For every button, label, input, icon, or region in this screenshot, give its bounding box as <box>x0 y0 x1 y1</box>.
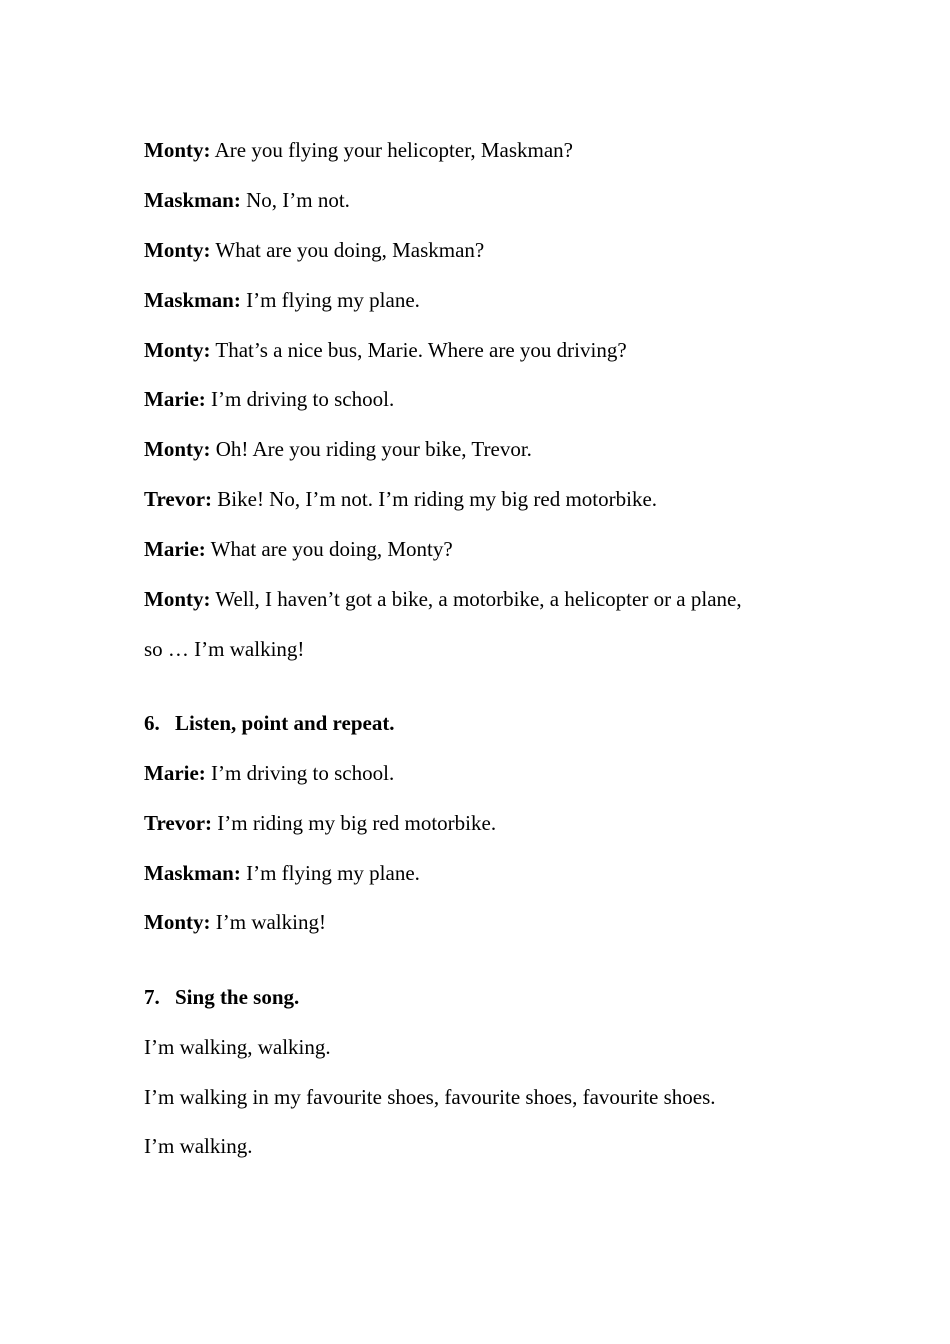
dialogue-line <box>144 586 742 612</box>
speaker-name: Monty: <box>144 587 211 611</box>
dialogue-line <box>144 436 532 462</box>
repeat-text: I’m walking! <box>215 910 326 934</box>
dialogue-continuation: so … I’m walking! <box>144 637 305 661</box>
repeat-line <box>144 760 394 786</box>
repeat-text: I’m driving to school. <box>211 761 395 785</box>
section-heading <box>144 984 299 1010</box>
dialogue-text: What are you doing, Monty? <box>210 537 453 561</box>
speaker-name: Monty: <box>144 238 211 262</box>
repeat-line <box>144 909 326 935</box>
speaker-name: Maskman: <box>144 188 241 212</box>
dialogue-text: Bike! No, I’m not. I’m riding my big red motorbike. <box>217 487 658 511</box>
song-lyric: I’m walking, walking. <box>144 1035 331 1059</box>
dialogue-text: Are you flying your helicopter, Maskman? <box>214 138 573 162</box>
speaker-name: Monty: <box>144 910 211 934</box>
song-lyric: I’m walking. <box>144 1134 253 1158</box>
speaker-name: Monty: <box>144 338 211 362</box>
section-title: Sing the song. <box>175 985 300 1009</box>
speaker-name: Maskman: <box>144 288 241 312</box>
dialogue-text: That’s a nice bus, Marie. Where are you driving? <box>215 338 627 362</box>
dialogue-line <box>144 486 657 512</box>
repeat-text: I’m riding my big red motorbike. <box>217 811 497 835</box>
speaker-name: Marie: <box>144 537 206 561</box>
speaker-name: Maskman: <box>144 861 241 885</box>
dialogue-text: What are you doing, Maskman? <box>215 238 485 262</box>
dialogue-text: I’m driving to school. <box>211 387 395 411</box>
dialogue-text: I’m flying my plane. <box>246 288 420 312</box>
dialogue-line <box>144 287 420 313</box>
dialogue-line <box>144 536 453 562</box>
song-lyric: I’m walking in my favourite shoes, favourite shoes, favourite shoes. <box>144 1085 716 1109</box>
section-number: 7. <box>144 985 160 1009</box>
dialogue-text: No, I’m not. <box>246 188 350 212</box>
dialogue-line <box>144 187 350 213</box>
section-heading <box>144 710 395 736</box>
dialogue-line <box>144 386 394 412</box>
speaker-name: Trevor: <box>144 811 213 835</box>
speaker-name: Marie: <box>144 387 206 411</box>
repeat-text: I’m flying my plane. <box>246 861 420 885</box>
section-number: 6. <box>144 711 160 735</box>
section-title: Listen, point and repeat. <box>175 711 395 735</box>
speaker-name: Monty: <box>144 437 211 461</box>
dialogue-line <box>144 237 484 263</box>
repeat-line <box>144 860 420 886</box>
dialogue-text: Well, I haven’t got a bike, a motorbike, a helicopter or a plane, <box>215 587 742 611</box>
speaker-name: Marie: <box>144 761 206 785</box>
speaker-name: Trevor: <box>144 487 213 511</box>
repeat-line <box>144 810 496 836</box>
dialogue-line <box>144 137 573 163</box>
dialogue-text: Oh! Are you riding your bike, Trevor. <box>215 437 532 461</box>
dialogue-line <box>144 337 627 363</box>
speaker-name: Monty: <box>144 138 211 162</box>
